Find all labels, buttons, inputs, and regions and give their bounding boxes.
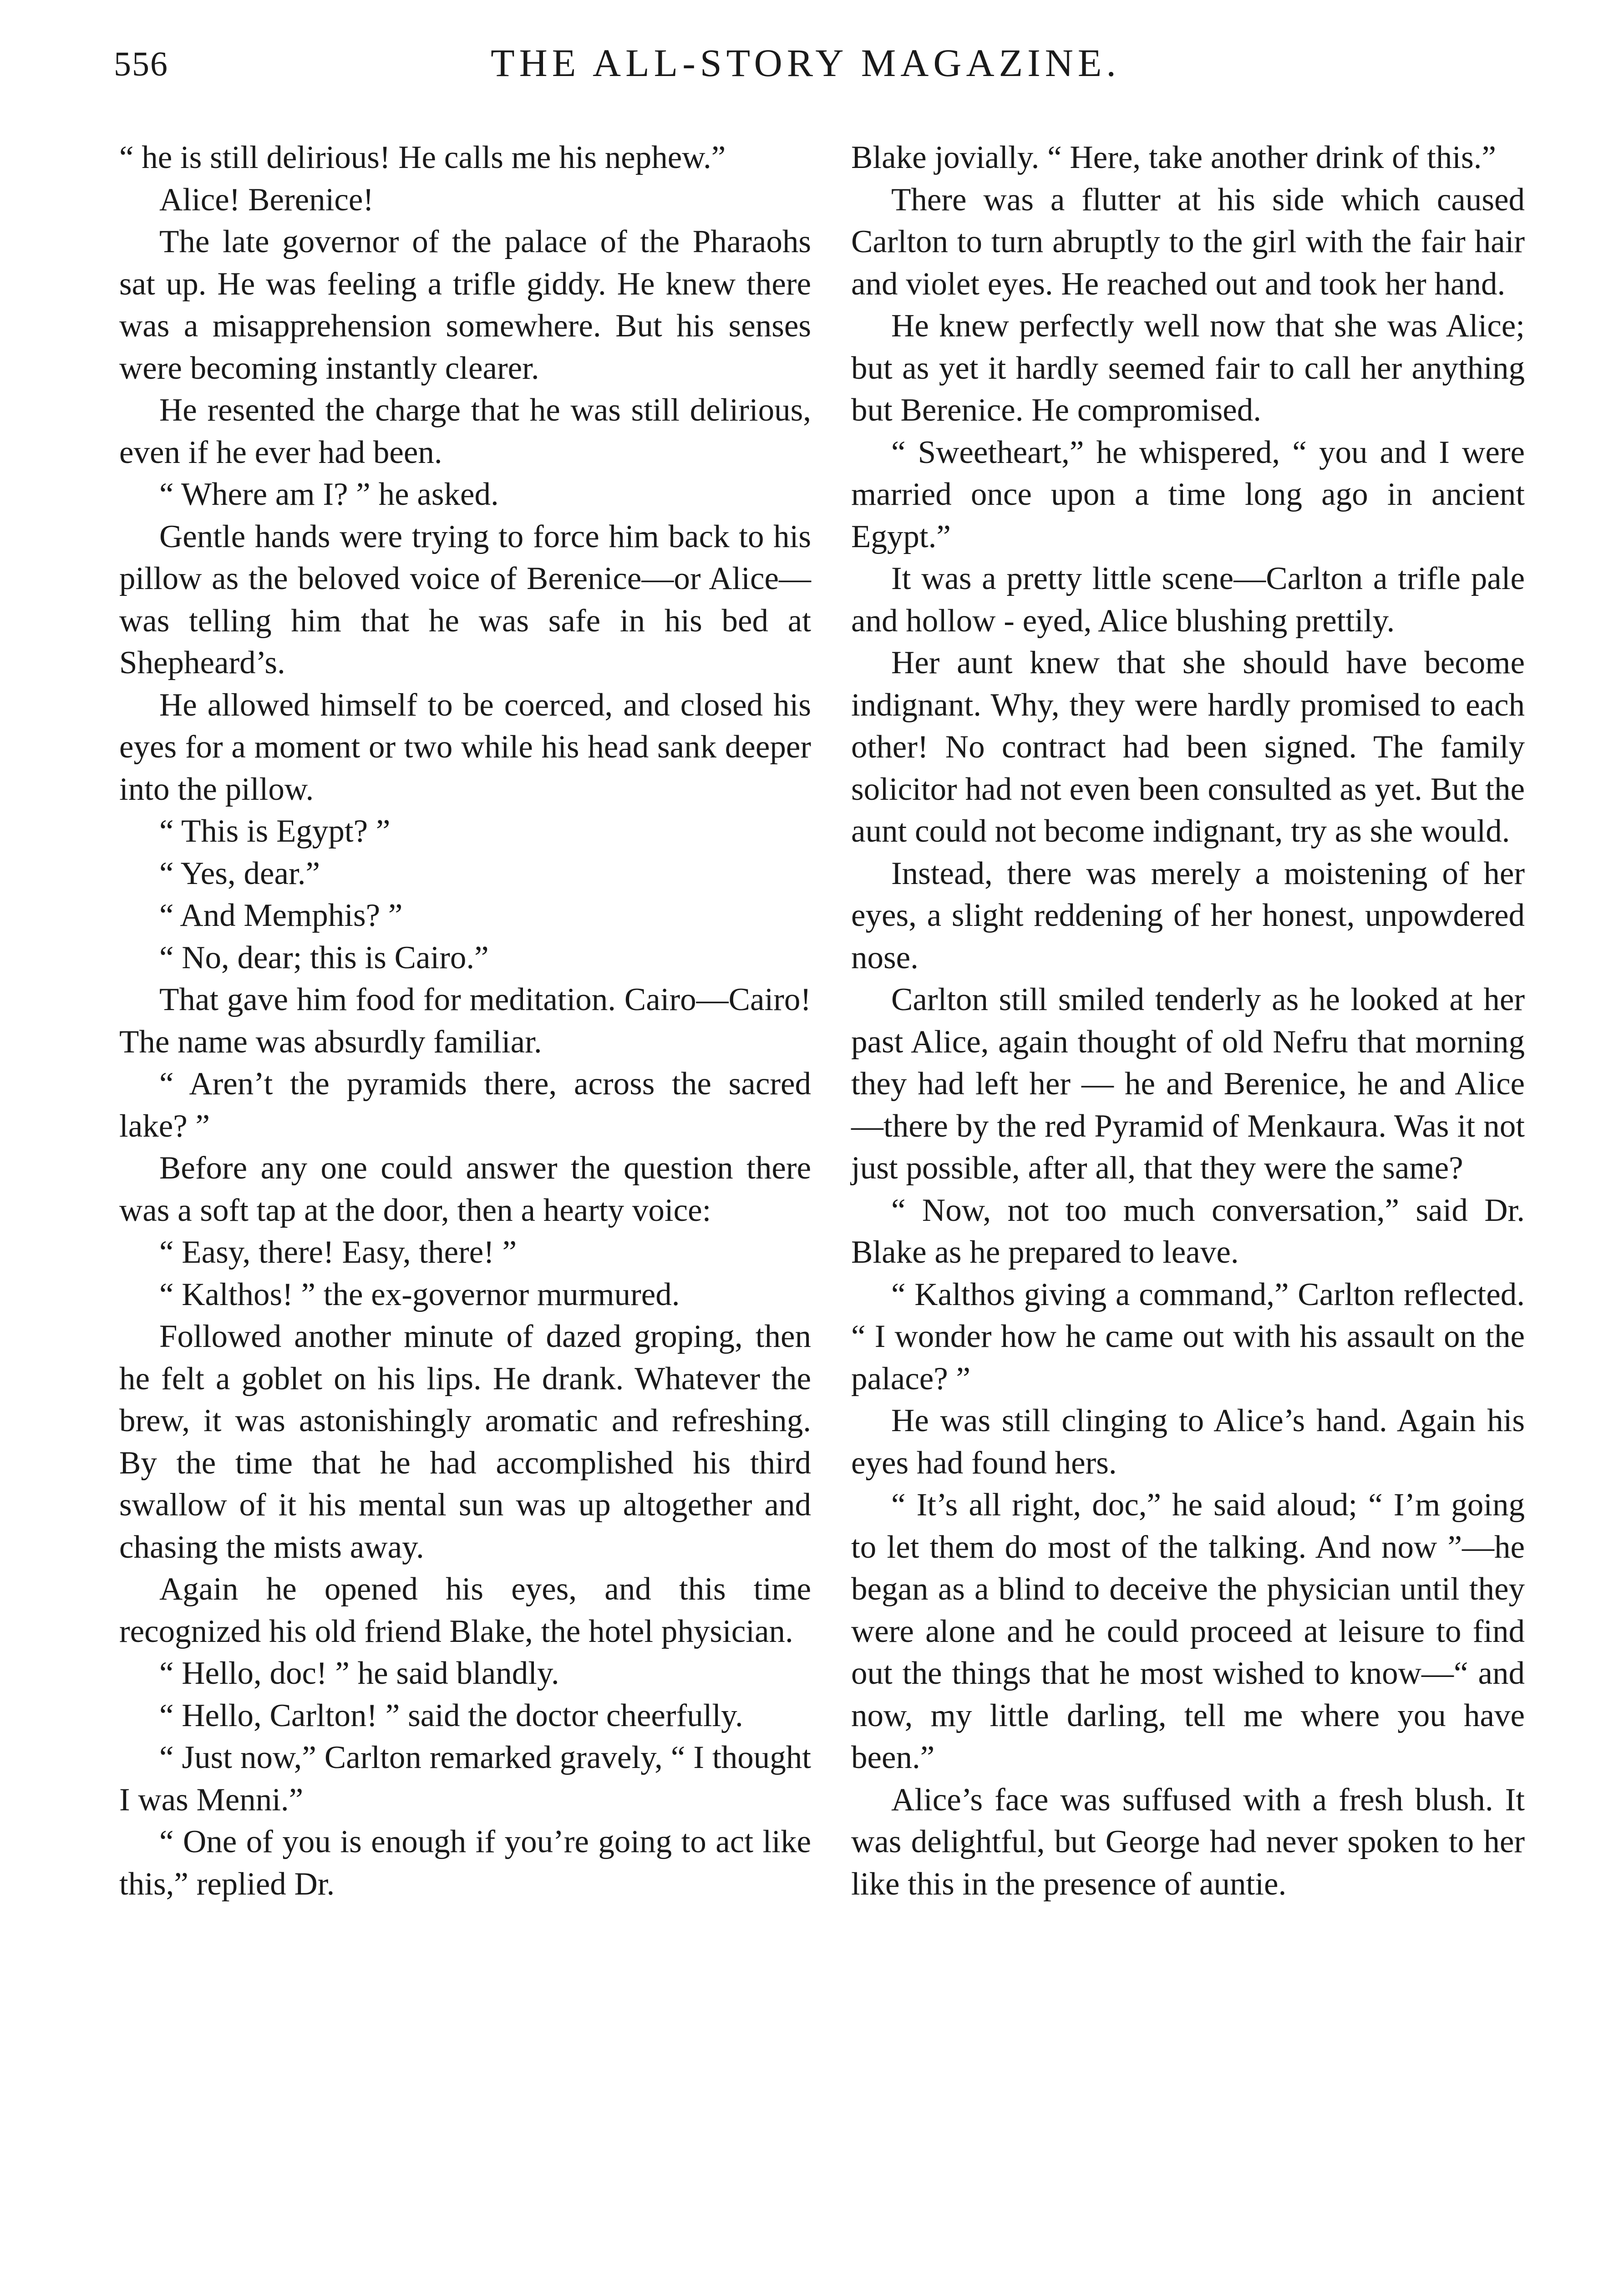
paragraph: He knew perfectly well now that she was Alice; but as yet it hardly seemed fair to call her anything but Berenice. He compromised. — [851, 308, 1525, 428]
paragraph: “ Yes, dear.” — [159, 855, 320, 891]
paragraph: “ Easy, there! Easy, there! ” — [159, 1235, 517, 1270]
paragraph: “ One of you is enough if you’re going to act like this,” replied Dr. — [119, 1824, 811, 1902]
paragraph: He resented the charge that he was still delirious, even if he ever had been. — [119, 392, 811, 470]
paragraph: Again he opened his eyes, and this time recognized his old friend Blake, the hotel physician. — [119, 1571, 811, 1649]
paragraph: “ Aren’t the pyramids there, across the sacred lake? ” — [119, 1066, 811, 1144]
paragraph: “ And Memphis? ” — [159, 898, 403, 933]
paragraph: He was still clinging to Alice’s hand. Again his eyes had found hers. — [851, 1403, 1525, 1481]
paragraph: “ Kalthos giving a command,” Carlton reflected. “ I wonder how he came out with his assault on the palace? ” — [851, 1276, 1525, 1397]
paragraph: Alice’s face was suffused with a fresh blush. It was delightful, but George had never spoken to her like this in the presence of auntie. — [851, 1782, 1525, 1902]
left-column — [119, 137, 811, 1905]
paragraph: “ It’s all right, doc,” he said aloud; “ I’m going to let them do most of the talking. And now ”—he began as a blind to deceive the physician until they were alone and he could proceed at leisure to find out the things that he most wished to know—“ and now, my little darling, tell me where you have been.” — [851, 1487, 1525, 1775]
paragraph: There was a flutter at his side which caused Carlton to turn abruptly to the girl with the fair hair and violet eyes. He reached out and took her hand. — [851, 182, 1525, 302]
paragraph: “ Now, not too much conversation,” said Dr. Blake as he prepared to leave. — [851, 1192, 1525, 1270]
paragraph: “ Where am I? ” he asked. — [159, 477, 499, 512]
paragraph: Alice! Berenice! — [159, 182, 374, 218]
paragraph: That gave him food for meditation. Cairo—Cairo! The name was absurdly familiar. — [119, 982, 811, 1060]
page-number: 556 — [114, 45, 168, 83]
paragraph: “ Just now,” Carlton remarked gravely, “ I thought I was Menni.” — [119, 1740, 811, 1818]
paragraph: The late governor of the palace of the Pharaohs sat up. He was feeling a trifle giddy. He knew there was a misapprehension somewhere. But his senses were becoming instantly clearer. — [119, 224, 811, 386]
paragraph: “ This is Egypt? ” — [159, 813, 391, 849]
paragraph: “ Hello, Carlton! ” said the doctor cheerfully. — [159, 1697, 743, 1733]
paragraph: Her aunt knew that she should have become indignant. Why, they were hardly promised to each other! No contract had been signed. The family solicitor had not even been consulted as yet. But the aunt could not become indignant, try as she would. — [851, 645, 1525, 849]
running-title: THE ALL-STORY MAGAZINE. — [491, 41, 1121, 85]
paragraph: “ Sweetheart,” he whispered, “ you and I were married once upon a time long ago in ancient Egypt.” — [851, 434, 1525, 554]
paragraph: Gentle hands were trying to force him back to his pillow as the beloved voice of Berenice—or Alice—was telling him that he was safe in his bed at Shepheard’s. — [119, 518, 811, 681]
paragraph: Before any one could answer the question there was a soft tap at the door, then a hearty voice: — [119, 1150, 811, 1228]
paragraph: Blake jovially. “ Here, take another drink of this.” — [851, 140, 1496, 175]
paragraph: It was a pretty little scene—Carlton a trifle pale and hollow - eyed, Alice blushing prettily. — [851, 561, 1525, 639]
paragraph: Instead, there was merely a moistening of her eyes, a slight reddening of her honest, unpowdered nose. — [851, 855, 1525, 975]
paragraph: Followed another minute of dazed groping, then he felt a goblet on his lips. He drank. Whatever the brew, it was astonishingly aromatic and refreshing. By the time that he had accomplished his third swallow of it his mental sun was up altogether and chasing the mists away. — [119, 1319, 811, 1565]
paragraph: “ No, dear; this is Cairo.” — [159, 940, 489, 975]
paragraph: “ he is still delirious! He calls me his nephew.” — [119, 140, 726, 175]
paragraph: “ Hello, doc! ” he said blandly. — [159, 1656, 559, 1691]
paragraph: He allowed himself to be coerced, and closed his eyes for a moment or two while his head sank deeper into the pillow. — [119, 687, 811, 807]
right-column — [851, 137, 1525, 1905]
paragraph: “ Kalthos! ” the ex-governor murmured. — [159, 1276, 680, 1312]
paragraph: Carlton still smiled tenderly as he looked at her past Alice, again thought of old Nefru that morning they had left her — he and Berenice, he and Alice—there by the red Pyramid of Menkaura. Was it not just possible, after all, that they were the same? — [851, 982, 1525, 1186]
page-header — [114, 40, 1497, 99]
